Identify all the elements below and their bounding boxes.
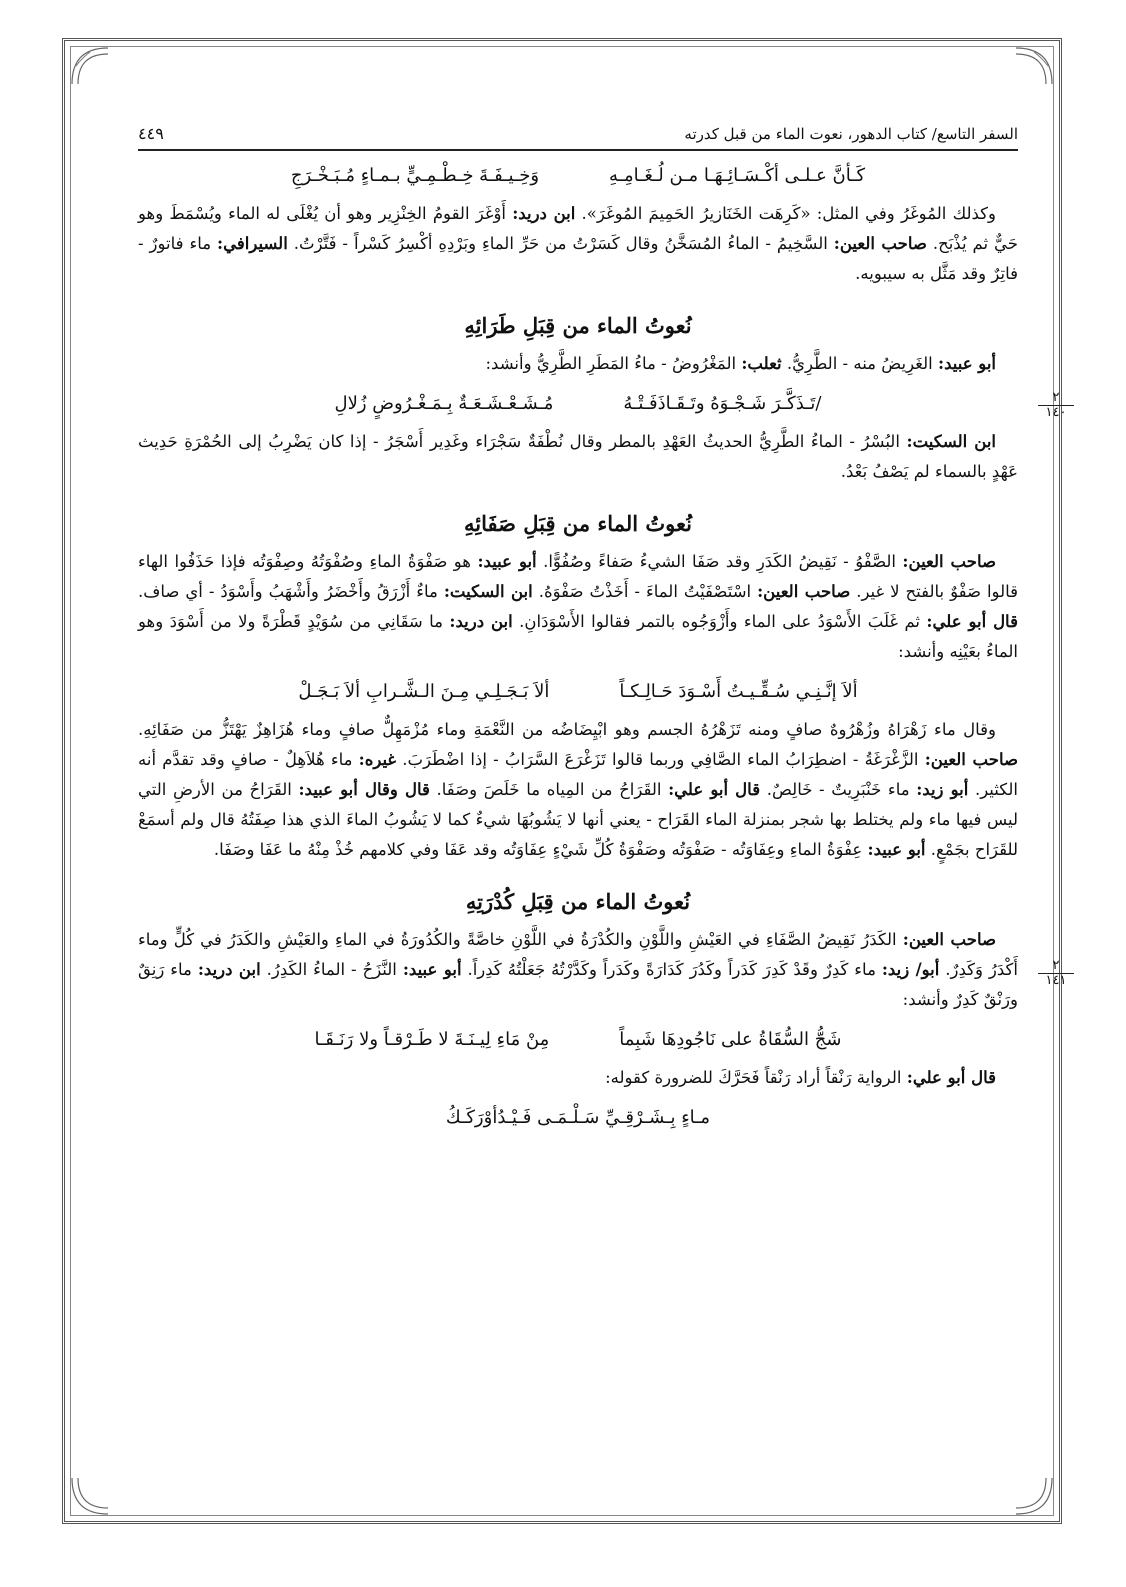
margin-manuscript-ref [1038, 959, 1074, 988]
margin-ref-top: ٢ [1038, 959, 1074, 974]
verse-line [138, 677, 1018, 707]
paragraph [138, 427, 1018, 487]
source-name: قال أبو علي: [906, 1068, 996, 1087]
text-run: ماء فاتورٌ - فاتِرٌ وقد مَثَّل به سيبويه. [138, 234, 1018, 283]
verse-line [138, 389, 1018, 419]
paragraph [138, 1063, 1018, 1093]
verse-second-hemistich: وَخِـيـفَـةَ خِـطْـمِـيٍّ بـمـاءٍ مُـبَـخْـرَجِ [290, 165, 540, 186]
verse-line [138, 161, 1018, 191]
section-title: نُعوتُ الماء من قِبَلِ طَرَائِهِ [464, 313, 692, 338]
text-run: الغَرِيضُ منه - الطَّرِيُّ. [781, 354, 938, 373]
text-run: ماء هُلاَهِلٌ - صافٍ وقد تقدَّم أنه الكثير. [138, 750, 1018, 799]
source-name: قال وقال أبو عبيد: [298, 780, 430, 799]
source-name: غيره: [358, 750, 397, 769]
source-name: السيرافي: [217, 234, 288, 253]
section-title: نُعوتُ الماء من قِبَلِ كُدْرَتِهِ [465, 889, 691, 914]
verse-first-hemistich: كَـأنَّ عـلـى أكْـسَـائِـهَـا مـن لُـغَـامِـهِ [609, 165, 866, 186]
text-run: عِفْوَةُ الماءِ وعِفَاوَتُه - صَفْوَتُه وصَفْوَةُ كُلِّ شَيْءٍ عِفَاوَتُه وقد عَفَا وفي كلامهم خُذْ مِنْهُ ما عَفَا وصَفَا. [213, 840, 868, 859]
source-name: أبو عبيد: [477, 552, 537, 571]
text-run: ماء خَنْبَرِيتٌ - خَالِصٌ. [760, 780, 917, 799]
text-run: ماءٌ أَزْرَقُ وأَخْضَرُ وأَشْهَبُ وأَسْوَدُ - أي صاف. [138, 582, 444, 601]
text-run: اسْتَصْفَيْتُ الماءَ - أَخَذْتُ صَفْوَهُ. [532, 582, 758, 601]
text-run: ثم غَلَبَ الأَسْوَدُ على الماء وأَزْوَجُوه بالتمر فقالوا الأَسْوَدَانِ. [512, 612, 927, 631]
source-name: صاحب العين: [833, 234, 927, 253]
verse-second-hemistich: مُـشَـعْـشَـعَـةٌ بِـمَـغْـرُوضٍ زُلالِ [334, 393, 554, 414]
margin-manuscript-ref [1038, 391, 1074, 420]
text-run: أَوْغَرَ القومُ الخِنْزِير وهو أن يُغْلَى له الماء ويُسْمَطَ وهو حَيٌّ ثم يُذْبَح. [138, 204, 1018, 253]
verse-first-hemistich: ألاَ إنَّـنِـي سُـقِّـيـتُ أَسْـوَدَ حَـالِـكـاً [619, 681, 858, 702]
page-number: ٤٤٩ [138, 124, 164, 143]
source-name: صاحب العين: [902, 930, 996, 949]
running-title: السفر التاسع/ كتاب الدهور، نعوت الماء من قبل كدرته [684, 125, 1018, 143]
verse-first-hemistich: شَجُّ السُّقَاةُ على نَاجُودِهَا شَبِماً [619, 1029, 842, 1050]
source-name: ثعلب: [741, 354, 782, 373]
section-title: نُعوتُ الماء من قِبَلِ صَفَائِهِ [464, 511, 692, 536]
verse-hemistich: مـاءٍ بِـشَـرْقِـيِّ سَـلْـمَـى فَـيْـدُأوْرَكَـكُ [445, 1107, 711, 1128]
text-run: القَرَاحُ من المِياه ما خَلَصَ وصَفَا. [429, 780, 669, 799]
source-name: ابن دريد: [197, 960, 261, 979]
source-name: قال أبو علي: [926, 612, 1018, 631]
corner-ornament-icon [1014, 46, 1054, 86]
text-run: وكذلك المُوغَرُ وفي المثل: «كَرِهَت الخَنَازيرُ الحَمِيمَ المُوغَرَ». [575, 204, 996, 223]
text-run: النَّزَحُ - الماءُ الكَدِرُ. [260, 960, 403, 979]
source-name: أبو عبيد: [402, 960, 462, 979]
verse-second-hemistich: مِنْ مَاءِ لِيـنَـةَ لا طَـرْقـاً ولا رَنَـقَـا [314, 1029, 550, 1050]
verse-second-hemistich: ألاَ بَـجَـلِـي مِـنَ الـشَّـرابِ ألاَ بَـجَـلْ [298, 681, 550, 702]
source-name: ابن دريد: [449, 612, 513, 631]
source-name: أبو زيد: [916, 780, 969, 799]
source-name: ابن السكيت: [906, 432, 996, 451]
text-run: الرواية رَنْقاً أراد رَنْقاً فَحَرَّكَ للضرورة كقوله: [605, 1068, 907, 1087]
paragraph [138, 715, 1018, 865]
source-name: ابن السكيت: [443, 582, 533, 601]
paragraph [138, 349, 1018, 379]
text-run: وقال ماء زَهْرَاهُ وزُهْرُوهٌ صافٍ ومنه تَزَهْرُهُ الجسم وهو ابْيِضَاضُه من النَّعْمَةِ وماء مُزْمَهِلٌّ صافٍ وماء هُزَاهِزٌ يَهْتَزُّ من صَفَائِهِ. [138, 720, 996, 739]
text-run: البُسْرُ - الماءُ الطَّرِيُّ الحديثُ العَهْدِ بالمطر وقال نُطْفَةٌ سَجْرَاء وغَدِير أَسْجَرُ - إذا كان يَضْرِبُ إلى الحُمْرَةِ حَدِيث عَهْدٍ بالسماء لم يَصْفُ بَعْدُ. [138, 432, 1018, 481]
source-name: أبو عبيد: [867, 840, 926, 859]
source-name: أبو عبيد: [938, 354, 996, 373]
paragraph [138, 925, 1018, 1015]
source-name: ابن دريد: [512, 204, 576, 223]
text-run: المَغْرُوضُ - ماءُ المَطَرِ الطَّرِيُّ وأنشد: [485, 354, 742, 373]
text-run: ماء كَدِرٌ وقَدْ كَدِرَ كَدَراً وكَدُرَ كَدَارَةً وكَدَراً وكَدَّرْتُهُ جَعَلْتُهُ كَدِراً. [461, 960, 882, 979]
margin-ref-bottom: ١٤٠ [1045, 405, 1067, 420]
margin-ref-top: ٢ [1038, 391, 1074, 406]
verse-first-hemistich: /تَـذَكَّـرَ شَـجْـوَهُ وتَـقَـاذَفَـتْـهُ [623, 393, 822, 414]
text-run: الكَدَرُ نَقِيضُ الصَّفَاءِ في العَيْشِ واللَّوْنِ والكُدْرَةُ في اللَّوْنِ خاصَّةً والكُدُورَةُ في الماءِ والعَيْشِ والكَدَرُ في كُلٍّ وماء أَكْدَرُ وَكَدِرٌ. [138, 930, 1018, 979]
text-run: القَرَاحُ من الأرضِ التي ليس فيها ماء ولم يختلط بها شجر بمنزلة الماء القَرَاح - يعني أنها لا يَشُوبُهَا شيءٌ كما لا يَشُوبُ الماءَ الذي هذا صِفَتُهُ قال ولم أسمَعْ للقَرَاح بجَمْعٍ. [138, 780, 1018, 859]
paragraph [138, 199, 1018, 289]
text-run: هو صَفْوَةُ الماءِ وصُفْوَتُهُ وصِفْوَتُه فإذا حَذَفُوا الهاء قالوا صَفْوٌ بالفتح لا غير. [138, 552, 1019, 601]
text-run: ماء رَنِقٌ ورَنْقٌ كَدِرٌ وأنشد: [138, 960, 1018, 1009]
source-name: قال أبو علي: [668, 780, 761, 799]
verse-line [138, 1103, 1018, 1133]
corner-ornament-icon [1014, 1476, 1054, 1516]
source-name: صاحب العين: [902, 552, 996, 571]
source-name: أبو/ زيد: [881, 960, 940, 979]
text-run: ما سَقَانِي من سُوَيْدٍ قَطْرَةً ولا من أَسْوَدَ وهو الماءُ بعَيْنِه وأنشد: [138, 612, 1018, 661]
page-content [138, 110, 1067, 1490]
source-name: صاحب العين: [757, 582, 851, 601]
verse-line [138, 1025, 1018, 1055]
text-run: الصَّفْوُ - نَقِيضُ الكَدَرِ وقد صَفَا الشيءُ صَفاءً وصُفُوًّا. [536, 552, 903, 571]
corner-ornament-icon [70, 46, 110, 86]
margin-ref-bottom: ١٤١ [1045, 973, 1067, 988]
text-run: الزَّغْرَغَةُ - اضطِرَابُ الماء الصَّافِي وربما قالوا تَزَغْرَعَ السَّرَابُ - إذا اضْطَرَبَ. [396, 750, 925, 769]
paragraph [138, 547, 1018, 667]
text-run: السَّخِيمُ - الماءُ المُسَخَّنُ وقال كَسَرْتُ من حَرِّ الماءِ وبَرْدِهِ أكْسِرُ كَسْراً - فَتَّرْتُ. [287, 234, 834, 253]
running-header [138, 110, 1018, 151]
source-name: صاحب العين: [924, 750, 1018, 769]
corner-ornament-icon [70, 1476, 110, 1516]
